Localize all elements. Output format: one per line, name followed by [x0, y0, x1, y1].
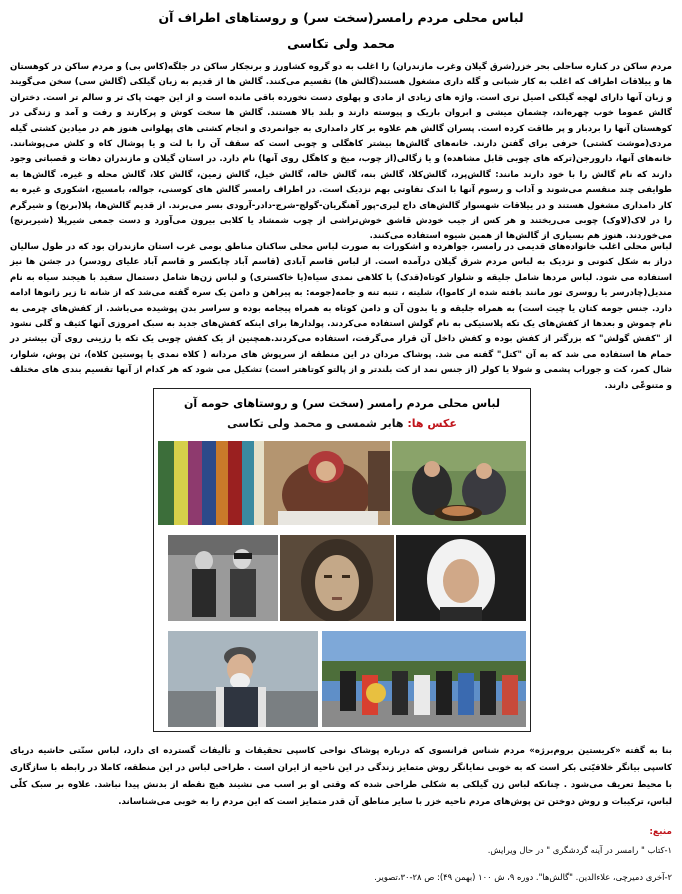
archival-woman-portrait-photo [280, 535, 394, 621]
clothing-paragraph [10, 240, 672, 394]
article-title: لباس محلی مردم رامسر(سخت سر) و روستاهای اطراف آن [158, 10, 524, 25]
conclusion-text: بنا به گفته «کریستین بروم‌برژه» مردم شناس فرانسوی که درباره پوشاک نواحی کاسپی تحقیقات و تألیفات گسترده ای دارد، لباس سنّتی حاشیه دریای کاسپی بیانگر خلاقیّتی بکر است که به خوبی نمایانگر روش متمایز زندگی در این ناحیه از ایران است . طراحی لباس در این منطقه، کاملا در رابطه با سازگاری با محیط تعریف می‌شود . چنانکه لباس زن گیلکی به شکلی طراحی شده که وقتی او بر اسب می نشیند هیچ نقطه از بدنش پیدا نباشد. علاوه بر سبک کلّی لباس، ترکیبات و روش دوختن تن پوش‌های مردم ناحیه خزر با سایر مناطق آن قدر متمایز است که این مردم را به خوبی می‌شناساند. [10, 746, 672, 807]
figure-credit [154, 417, 530, 430]
dancers-procession-photo [322, 631, 526, 727]
intro-paragraph [10, 60, 672, 245]
yarn-and-elder-woman-photo [158, 441, 390, 525]
source-item: ۲-آخری دمیرچی، علاءالدین. "گالش‌ها". دوره ۹، ش ۱۰۰ (بهمن ۴۹): ص ۲۸-۳۰،تصویر. [374, 872, 672, 882]
archival-couple-photo [168, 535, 278, 621]
village-women-cooking-photo [392, 441, 526, 525]
conclusion-paragraph [10, 743, 672, 811]
intro-text: مردم ساکن در کناره ساحلی بحر خزر(شرق گیلان وغرب مازندران) را اغلب به دو گروه کشاورز و برنجکار ساکن در جلگه(کاس بی) و مردم ساکن در کوهستان ها و ییلاقات اطراف که اغلب به کار شبانی و گله داری مشغول هستند(گالش ها) تقسیم می‌کنند. گالش ها از قدیم به زبان گیلکی (گالش سی) سخن می‌گویند و زبان آنها دارای لهجه گیلکی اصیل تری است. واژه های زیادی از مادی و پهلوی دست نخورده باقی مانده است و از این جهت پاک تر و سالم تر است. دختران گالش عموما خوب چهره‌اند، چشمان میشی و ابروان باریک و پیوسته دارند و بلند بالا هستند. گالش ها سخت کوش و پرکارند و رفت و آمد و زندگی در کوهستان آنها را بردبار و پر طاقت کرده است. پسران گالش هم علاوه بر کار دامداری به جوانمردی و انجام کشتی های پهلوانی هنوز هم در میادین کشتی گیله مردی(موشت کشتی) حرفی برای گفتن دارند. خانه‌های گالش‌ها بیشتر کاهگلی و چوبی است که سقف آن را با لت و یا پوشال کاه و کلش می‌پوشانند. خانه‌های آنها، دارورجن(ترکه های چوبی قابل مشاهده) و یا زگالی(از چوب، میخ و کاهگل روی آنها) نام دارد. در استان گیلان و مازندران دهات و قصباتی وجود دارند که نام گالش را با خود دارند مانند: گالش‌پرد، گالش‌کلا، گالش بنه، گالش خاله، گالش خیل، گالش زمین، گالش کلا، گالش محله و غیره. گالش‌ها به طوایفی چند منقسم می‌شوند و آداب و رسوم آنها با اندک تفاوتی بهم نزدیک است. در اطراف رامسر گالش های کوسنی، جواله، بامسیج، اشکوری و غیره به کار دامداری مشغول هستند و در ییلاقات شهسوار گالش‌های داج لیری-پور آهنگریان-گولج-شرج-دادر-آرودی بسر می‌برند. از قدیم گالش‌ها، پلا(برنج) و شیرگرم را در لاک(لاوک) چوبی می‌ریختند و هر کس از جیب خودش قاشق خوش‌تراشی از چوب شمشاد یا کلابی بیرون می‌آورد و دست جمعی شیرپلا (شیربرنج) می‌خوردند. هنوز هم بسیاری از گالش‌ها از همین شیوه استفاده می‌کنند. [10, 62, 672, 242]
photo-collage-figure [153, 388, 531, 732]
woman-white-headscarf-photo [396, 535, 526, 621]
elderly-man-cap-photo [168, 631, 318, 727]
article-author: محمد ولی تکاسی [287, 36, 395, 51]
clothing-text: لباس محلی اغلب خانواده‌های قدیمی در رامسر، جواهرده و اشکورات به صورت لباس محلی ساکنان مناطق بومی غرب استان مازندران بود که در طول سالیان دراز به شکل کنونی و نزدیک به لباس مردم شرق گیلان درآمده است. از لباس قاسم آبادی (قاسم آباد چابکسر و قاسم آباد علیای رودسر) در جشن ها نیز استفاده می شود. لباس مردها شامل جلیقه و شلوار کوتاه(قدک) با کلاهی نمدی سیاه(یا خاکستری) و لباس زن‌ها شامل دستمال سفید با هیجند سیاه به نام مندیل(چادرسر یا روسری تور مانند بافته شده از کاموا)، شلیته ، تنبه تنه و جامه(جومه: به پیراهن و دامن یک سره گفته می‌شد که از شانه تا زیر زانوها ادامه دارد. جنس جومه کتان یا چیت است) به همراه جلیقه و یا بدون آن و دامن کوتاه به همراه پیجامه بوده و سراسر بدن پوشیده می‌باشد. از کفش‌های چرمی به نام چموش و بعدها از کفش‌های یک تکه پلاستیکی به نام گولش استفاده می‌کردند. پولدارها برای اینکه کفش‌های جدید به سبک امروزی آنها کثیف و گلی نشود از "کفش گولش" که بزرگتر از کفش بوده و کفش داخل آن قرار می‌گرفت، استفاده می‌کردند.همچنین از یک کفش چوبی یک تکه با رزینی روی آن بیشتر در حمام ها استفاده می شد که به آن "کتل" گفته می شد. پوشاک مردان در این منطقه از سرپوش های مردانه ( کلاه نمدی یا پوستین کلاه)، تن پوش، شلوار، شال کمر، کت و جوراب پشمی و شولا یا کولر (از جنس نمد از کت بلندتر و از پالتو کوتاهتر است) تشکیل می شود که هر کدام از آنها تقسیم بندی های مختلف و متنوعّی دارند. [10, 242, 672, 391]
figure-title: لباس محلی مردم رامسر (سخت سر) و روستاهای حومه آن [184, 397, 500, 410]
credit-names: هابر شمسی و محمد ولی تکاسی [227, 417, 408, 430]
source-item: ۱-کتاب " رامسر در آینه گردشگری " در حال ویرایش. [487, 845, 672, 855]
credit-label: عکس ها: [407, 417, 457, 430]
sources-label: منبع: [649, 827, 672, 837]
